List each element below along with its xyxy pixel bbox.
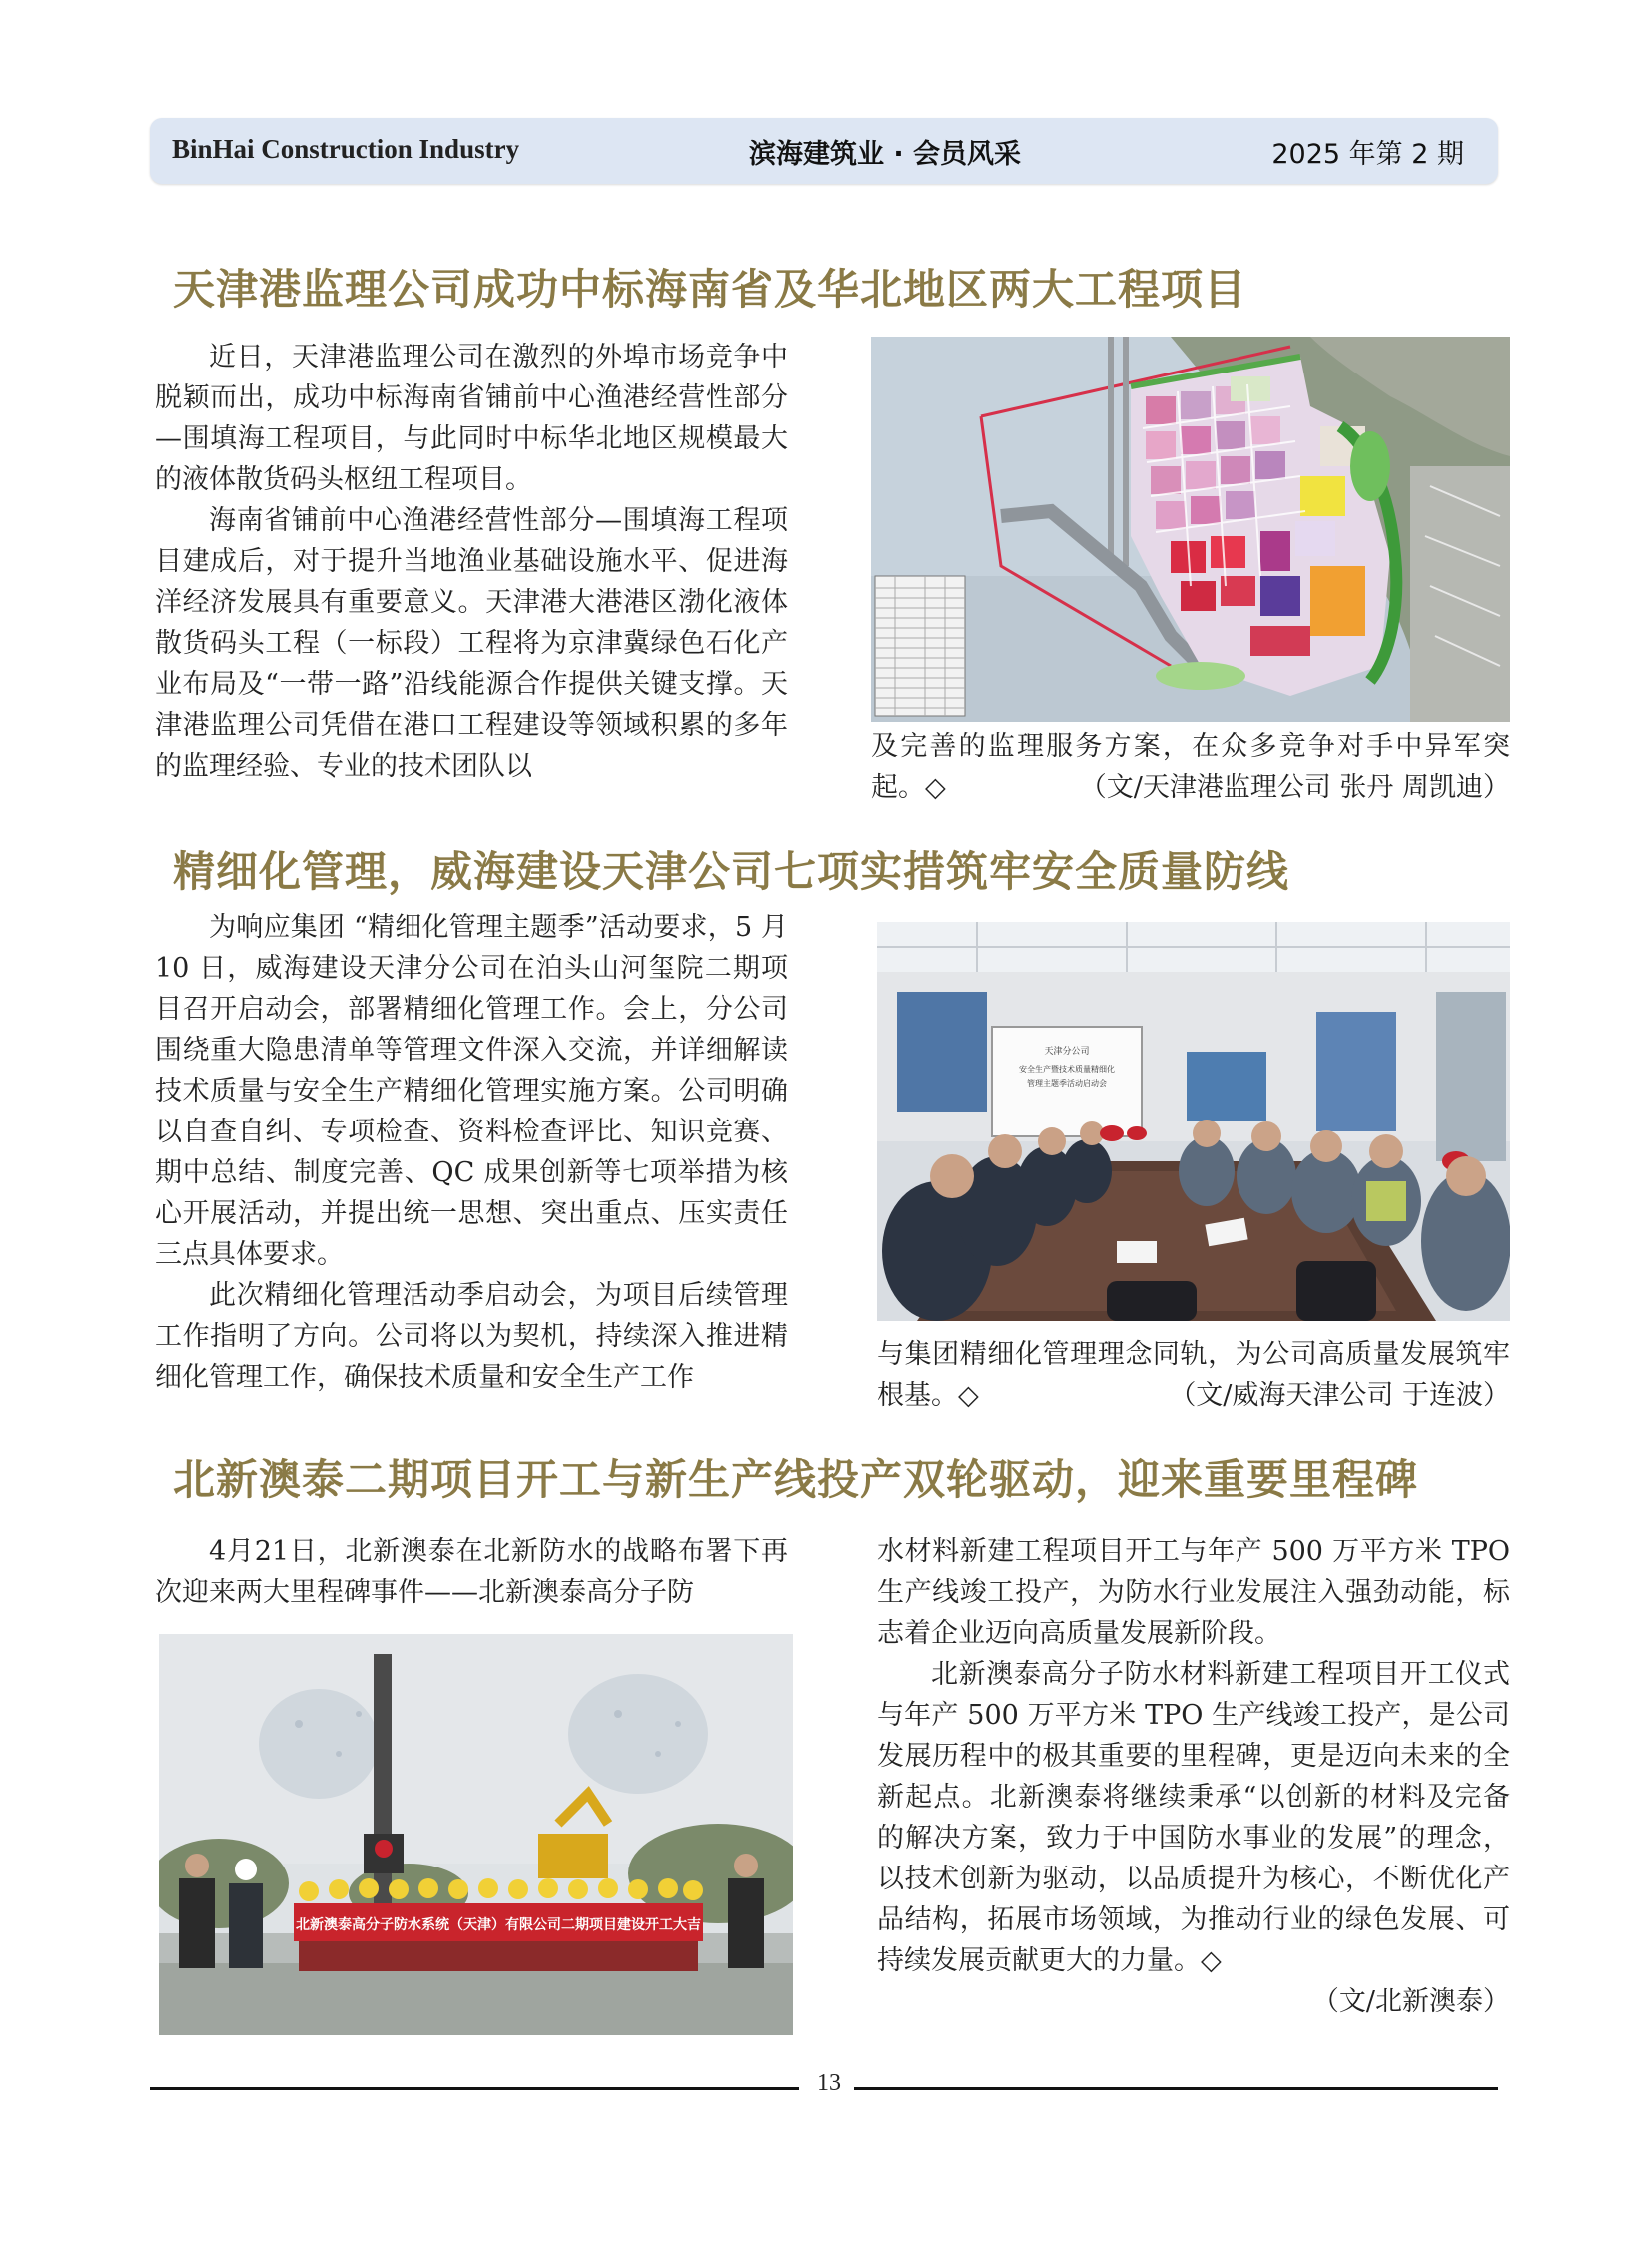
article1-paragraph: 海南省铺前中心渔港经营性部分—围填海工程项目建成后，对于提升当地渔业基础设施水平、促进海洋经济发展具有重要意义。天津港大港港区渤化液体散货码头工程（一标段）工程将为京津冀绿色石化产业布局及“一带一路”沿线能源合作提供关键支撑。天津港监理公司凭借在港口工程建设等领域积累的多年的监理经验、专业的技术团队以: [155, 505, 788, 782]
article3-body-left: [155, 1531, 788, 1613]
article2-continuation: [877, 1334, 1510, 1416]
article3-paragraph-cont: 水材料新建工程项目开工与年产 500 万平方米 TPO 生产线竣工投产，为防水行业发展注入强劲动能，标志着企业迈向高质量发展新阶段。: [877, 1536, 1510, 1649]
article1-byline: （文/天津港监理公司 张丹 周凯迪）: [1079, 772, 1510, 803]
article1-title: 天津港监理公司成功中标海南省及华北地区两大工程项目: [173, 265, 1247, 314]
article2-byline: （文/威海天津公司 于连波）: [1169, 1380, 1510, 1411]
photo-banner-text: 北新澳泰高分子防水系统（天津）有限公司二期项目建设开工大吉: [296, 1917, 701, 1933]
port-plan-map-image: [871, 337, 1510, 722]
screen-line1: 安全生产暨技术质量精细化: [1019, 1065, 1115, 1074]
issue-number: 2025 年第 2 期: [1271, 139, 1464, 170]
article2-paragraph: 此次精细化管理活动季启动会，为项目后续管理工作指明了方向。公司将以为契机，持续深入推进精细化管理工作，确保技术质量和安全生产工作: [155, 1280, 788, 1393]
article3-byline: （文/北新澳泰）: [1311, 1986, 1510, 2017]
article2-body: [155, 907, 788, 1398]
groundbreaking-photo: [159, 1634, 793, 2035]
article2-paragraph: 为响应集团 “精细化管理主题季”活动要求，5 月 10 日，威海建设天津分公司在泊头山河玺院二期项目召开启动会，部署精细化管理工作。会上，分公司围绕重大隐患清单等管理文件深入交流，并详细解读技术质量与安全生产精细化管理实施方案。公司明确以自查自纠、专项检查、资料检查评比、知识竞赛、期中总结、制度完善、QC 成果创新等七项举措为核心开展活动，并提出统一思想、突出重点、压实责任三点具体要求。: [155, 912, 788, 1270]
article1-body: [155, 337, 788, 787]
article3-body-right: [877, 1531, 1510, 2022]
screen-title: 天津分公司: [1044, 1047, 1090, 1057]
article1-paragraph-cont: 及完善的监理服务方案，在众多竞争对手中异军突起。◇: [871, 731, 1510, 803]
publication-name-en: BinHai Construction Industry: [172, 134, 520, 164]
footer-rule-right: [854, 2087, 1498, 2090]
footer-rule-left: [150, 2087, 799, 2090]
article3-title: 北新澳泰二期项目开工与新生产线投产双轮驱动，迎来重要里程碑: [173, 1455, 1419, 1504]
meeting-photo: [877, 922, 1510, 1321]
article1-paragraph: 近日，天津港监理公司在激烈的外埠市场竞争中脱颖而出，成功中标海南省铺前中心渔港经营性部分—围填海工程项目，与此同时中标华北地区规模最大的液体散货码头枢纽工程项目。: [155, 342, 788, 495]
article2-title: 精细化管理，威海建设天津公司七项实措筑牢安全质量防线: [173, 847, 1290, 896]
article1-continuation: [871, 726, 1510, 808]
article3-paragraph: 4月21日，北新澳泰在北新防水的战略布署下再次迎来两大里程碑事件——北新澳泰高分子防: [155, 1536, 788, 1608]
screen-line2: 管理主题季活动启动会: [1027, 1079, 1107, 1088]
article2-paragraph-cont: 与集团精细化管理理念同轨，为公司高质量发展筑牢根基。◇: [877, 1339, 1510, 1411]
section-title: 滨海建筑业 · 会员风采: [749, 139, 1022, 170]
article3-paragraph: 北新澳泰高分子防水材料新建工程项目开工仪式与年产 500 万平方米 TPO 生产线竣工投产，是公司发展历程中的极其重要的里程碑，更是迈向未来的全新起点。北新澳泰将继续秉承“以创新的材料及完备的解决方案，致力于中国防水事业的发展”的理念，以技术创新为驱动，以品质提升为核心，不断优化产品结构，拓展市场领域，为推动行业的绿色发展、可持续发展贡献更大的力量。◇: [877, 1659, 1510, 1976]
page-number: 13: [817, 2070, 841, 2096]
page-header: [150, 118, 1498, 184]
